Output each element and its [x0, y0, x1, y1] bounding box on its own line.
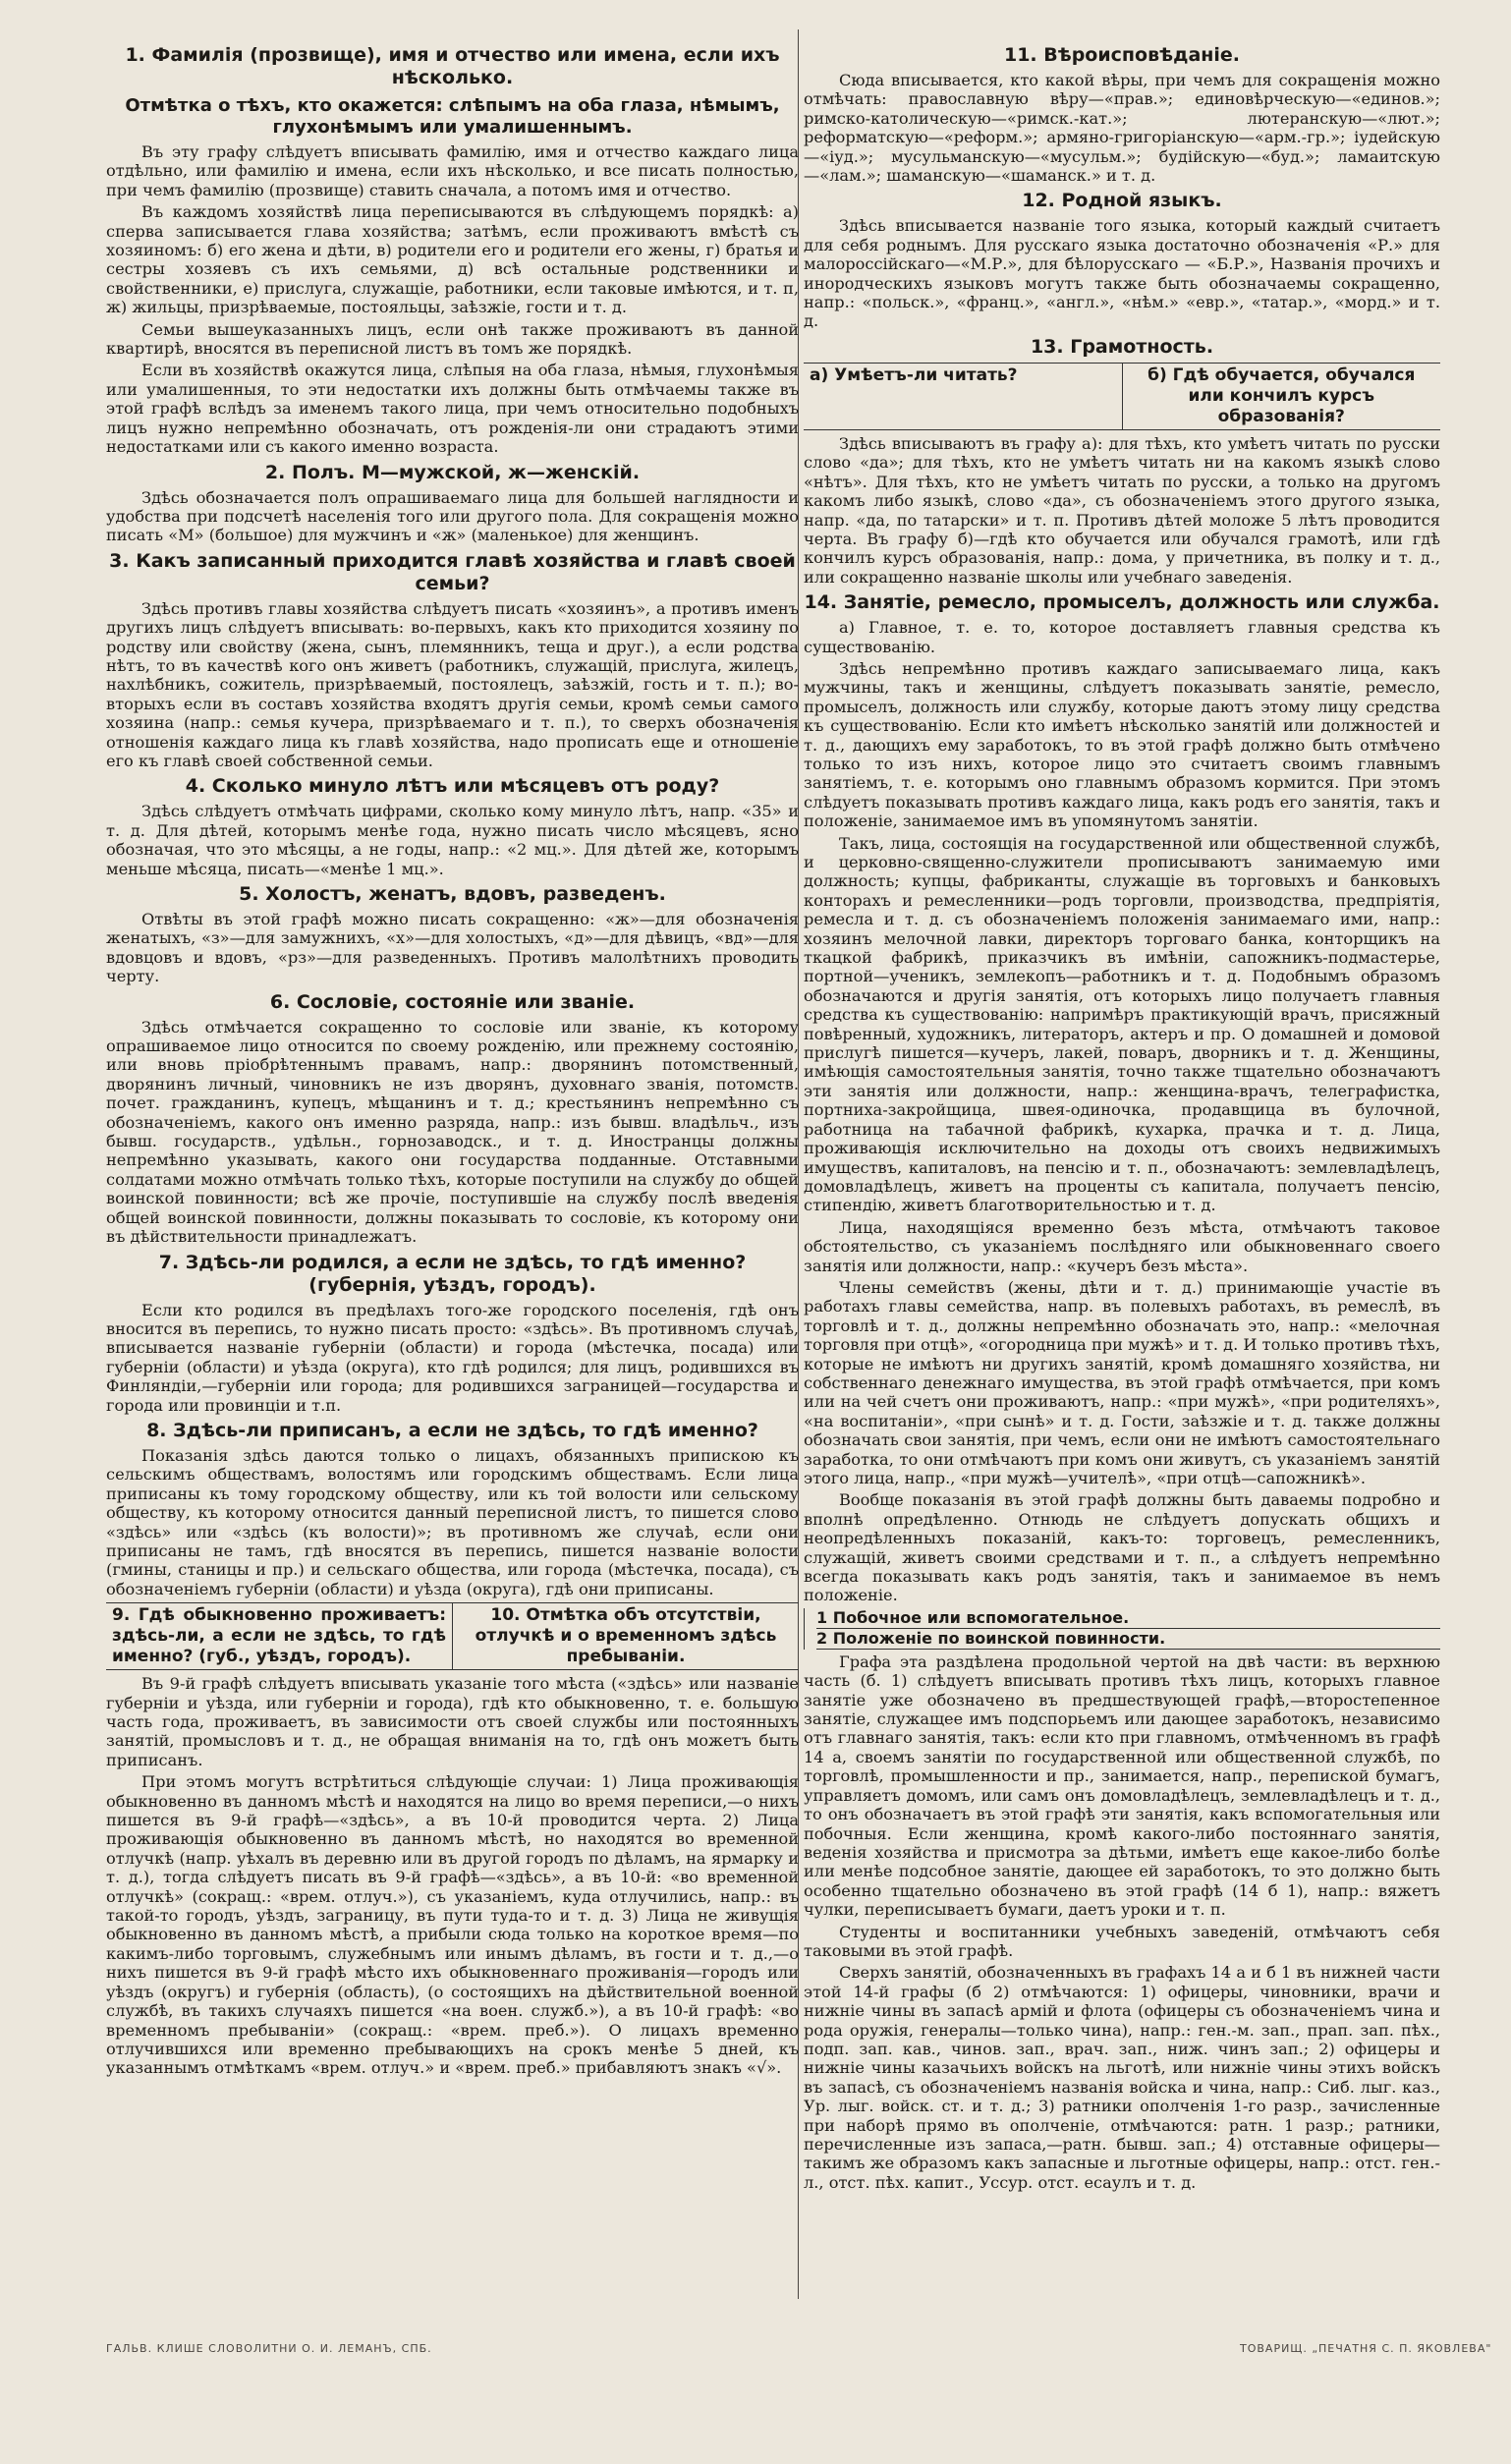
section-14-paragraph: Лица, находящіяся временно безъ мѣста, отмѣчаютъ таковое обстоятельство, съ указаніемъ послѣдняго или обыкновеннаго своего занятія или должности, напр.: «кучеръ безъ мѣста». [804, 1217, 1440, 1275]
section-1-paragraph: Въ эту графу слѣдуетъ вписывать фамилію, имя и отчество каждаго лица отдѣльно, или фамилію и имена, если ихъ нѣсколько, и все писать полностью, при чемъ фамилію (прозвище) ставить сначала, а потомъ имя и отчество. [106, 142, 799, 199]
section-13a-heading: а) Умѣетъ-ли читать? [804, 364, 1123, 429]
section-3-heading: 3. Какъ записанный приходится главѣ хозяйства и главѣ своей семьи? [109, 549, 796, 594]
section-14-paragraph: Члены семействъ (жены, дѣти и т. д.) принимающіе участіе въ работахъ главы семейства, напр. въ полевыхъ работахъ, въ ремеслѣ, въ торговлѣ и т. д., должны непремѣнно обозначать это, напр.: «мелочная торговля при отцѣ», «огородница при мужѣ» и т. д. И только противъ тѣхъ, которые не имѣютъ ни другихъ занятій, кромѣ домашняго хозяйства, ни собственнаго денежнаго имущества, въ этой графѣ отмѣчается, при комъ или на чей счетъ они проживаютъ, напр.: «при мужѣ», «при родителяхъ», «на воспитаніи», «при сынѣ» и т. д. Гости, заѣзжіе и т. д. также должны обозначать свои занятія, при чемъ, если они не имѣютъ самостоятельнаго заработка, то они отмѣчаютъ при комъ они живутъ, съ указаніемъ занятій этого лица, напр., «при мужѣ—учителѣ», «при отцѣ—сапожникѣ». [804, 1277, 1440, 1487]
section-13-heading: 13. Грамотность. [1030, 335, 1214, 358]
right-column [804, 39, 1440, 2195]
section-8-heading: 8. Здѣсь-ли приписанъ, а если не здѣсь, то гдѣ именно? [146, 1419, 758, 1441]
section-9-paragraph: Въ 9-й графѣ слѣдуетъ вписывать указаніе того мѣста («здѣсь» или названіе губерніи и уѣзда, или губерніи и города), гдѣ кто обыкновенно, т. е. большую часть года, проживаетъ, въ зависимости отъ своей службы или постоянныхъ занятій, промысловъ и т. д., не обращая вниманія на то, гдѣ онъ можетъ быть приписанъ. [106, 1674, 799, 1769]
section-14b2-heading: 2 Положеніе по воинской повинности. [816, 1629, 1440, 1650]
section-12-heading: 12. Родной языкъ. [1022, 190, 1222, 212]
footer-left-imprint: ГАЛЬВ. КЛИШЕ СЛОВОЛИТНИ О. И. ЛЕМАНЪ, СПБ. [106, 2342, 432, 2355]
section-5-paragraph: Отвѣты въ этой графѣ можно писать сокращенно: «ж»—для обозначенія женатыхъ, «з»—для замужнихъ, «х»—для холостыхъ, «д»—для дѣвицъ, «вд»—для вдовцовъ и вдовъ, «рз»—для разведенныхъ. Противъ малолѣтнихъ проводить черту. [106, 910, 799, 986]
section-6-heading: 6. Сословіе, состояніе или званіе. [269, 990, 636, 1013]
section-4-heading: 4. Сколько минуло лѣтъ или мѣсяцевъ отъ роду? [185, 775, 720, 798]
section-14-paragraph: Такъ, лица, состоящія на государственной или общественной службѣ, и церковно-священно-служители прописываютъ занимаемую ими должность; купцы, фабриканты, служащіе въ торговыхъ и банковыхъ конторахъ и ремесленники—родъ торговли, производства, предпріятія, ремесла и т. д. съ обозначеніемъ положенія занимаемаго ими, напр.: хозяинъ мелочной лавки, директоръ торговаго банка, конторщикъ на ткацкой фабрикѣ, приказчикъ въ имѣніи, сапожникъ-подмастерье, портной—ученикъ, землекопъ—работникъ и т. д. Подобнымъ образомъ обозначаются и другія занятія, отъ которыхъ лицо получаетъ главныя средства къ существованію: напримѣръ практикующій врачъ, присяжный повѣренный, художникъ, литераторъ, актеръ и пр. О домашней и домовой прислугѣ пишется—кучеръ, лакей, поваръ, дворникъ и т. д. Женщины, имѣющія самостоятельныя занятія, точно также тщательно обозначаютъ эти занятія или должности, напр.: женщина-врачъ, телеграфистка, портниха-закройщица, швея-одиночка, продавщица въ булочной, работница на табачной фабрикѣ, кухарка, прачка и т. д. Лица, проживающія исключительно на доходы отъ своихъ недвижимыхъ имуществъ, капиталовъ, на пенсію и т. п., обозначаютъ: землевладѣлецъ, домовладѣлецъ, живетъ на проценты съ капитала, получаетъ пенсію, стипендію, живетъ благотворительностью и т. д. [804, 833, 1440, 1215]
section-9-heading: 9. Гдѣ обыкновенно проживаетъ: здѣсь-ли, а если не здѣсь, то гдѣ именно? (губ., уѣздъ, городъ). [106, 1603, 453, 1669]
section-13-header [804, 363, 1440, 430]
section-8-paragraph: Показанія здѣсь даются только о лицахъ, обязанныхъ припискою къ сельскимъ обществамъ, волостямъ или городскимъ обществамъ. Если лица приписаны къ тому городскому обществу, или къ той волости или сельскому обществу, къ которому относится данный переписной листъ, то пишется слово «здѣсь» или «здѣсь (къ волости)»; въ противномъ же случаѣ, если они приписаны не тамъ, гдѣ вносятся въ перепись, пишется названіе волости (гмины, станицы и пр.) и сельскаго общества, или города (мѣстечка, посада), съ обозначеніемъ губерніи (области) и уѣзда (округа), гдѣ они приписаны. [106, 1445, 799, 1598]
section-14-heading: 14. Занятіе, ремесло, промыселъ, должность или служба. [804, 591, 1440, 614]
section-9-paragraph: При этомъ могутъ встрѣтиться слѣдующіе случаи: 1) Лица проживающія обыкновенно въ данномъ мѣстѣ и находятся на лицо во время переписи,—о нихъ пишется въ 9-й графѣ—«здѣсь», а въ 10-й проводится черта. 2) Лица проживающія обыкновенно въ данномъ мѣстѣ, но находятся во временной отлучкѣ (напр. уѣхалъ въ деревню или въ другой городъ по дѣламъ, на ярмарку и т. д.), тогда слѣдуетъ писать въ 9-й графѣ—«здѣсь», а въ 10-й: «во временной отлучкѣ» (сокращ.: «врем. отлуч.»), съ указаніемъ, куда отлучились, напр.: въ такой-то городъ, уѣздъ, заграницу, въ пути туда-то и т. д. 3) Лица не живущія обыкновенно въ данномъ мѣстѣ, а прибыли сюда только на короткое время—по какимъ-либо торговымъ, служебнымъ или инымъ дѣламъ, въ гости и т. д.,—о нихъ пишется въ 9-й графѣ мѣсто ихъ обыкновеннаго проживанія—городъ или уѣздъ (округъ) и губернія (область), (о состоящихъ на дѣйствительной военной службѣ, въ такихъ случаяхъ пишется «на воен. служб.»), а въ 10-й графѣ: «во временномъ пребываніи» (сокращ.: «врем. преб.»). О лицахъ временно отлучившихся или временно пребывающихъ на срокъ менѣе 5 дней, къ указаннымъ отмѣткамъ «врем. отлуч.» и «врем. преб.» прибавляютъ знакъ «√». [106, 1772, 799, 2078]
section-14-paragraph: а) Главное, т. е. то, которое доставляетъ главныя средства къ существованію. [804, 618, 1440, 656]
section-14b-paragraph: Студенты и воспитанники учебныхъ заведеній, отмѣчаютъ себя таковыми въ этой графѣ. [804, 1922, 1440, 1960]
section-14b-paragraph: Графа эта раздѣлена продольной чертой на двѣ части: въ верхнюю часть (б. 1) слѣдуетъ вписывать противъ тѣхъ лицъ, которыхъ главное занятіе уже обозначено въ предшествующей графѣ,—второстепенное занятіе, служащее имъ подспорьемъ или дающее заработокъ, независимо отъ главнаго занятія, такъ: если кто при главномъ, отмѣченномъ въ графѣ 14 а, своемъ занятіи по государственной или общественной службѣ, по торговлѣ, промышленности и пр., занимается, напр., перепиской бумагъ, управляетъ домомъ, или самъ онъ домовладѣлецъ, землевладѣлецъ и т. д., то онъ обозначаетъ въ этой графѣ эти занятія, какъ вспомогательныя или побочныя. Если женщина, кромѣ какого-либо постояннаго занятія, веденія хозяйства и присмотра за дѣтьми, имѣетъ еще какое-либо болѣе или менѣе подсобное занятіе, дающее ей заработокъ, то это должно быть особенно тщательно обозначено въ этой графѣ (14 б 1), напр.: вяжетъ чулки, переписываетъ бумаги, даетъ уроки и т. п. [804, 1652, 1440, 1920]
section-7-heading: 7. Здѣсь-ли родился, а если не здѣсь, то гдѣ именно? (губернія, уѣздъ, городъ). [158, 1251, 747, 1296]
section-11-paragraph: Сюда вписывается, кто какой вѣры, при чемъ для сокращенія можно отмѣчать: православную вѣру—«прав.»; единовѣрческую—«единов.»; римско-католическую—«римск.-кат.»; лютеранскую—«лют.»; реформатскую—«реформ.»; армяно-григоріанскую—«арм.-гр.»; іудейскую—«іуд.»; мусульманскую—«мусульм.»; будійскую—«буд.»; ламаитскую—«лам.»; шаманскую—«шаманск.» и т. д. [804, 71, 1440, 186]
section-14b1-heading: 1 Побочное или вспомогательное. [816, 1608, 1440, 1629]
section-7-paragraph: Если кто родился въ предѣлахъ того-же городского поселенія, гдѣ онъ вносится въ перепись, то нужно писать просто: «здѣсь». Въ противномъ случаѣ, вписывается названіе губерніи (области) и города (мѣстечка, посада) или губерніи (области) и уѣзда (округа), кто гдѣ родился; для лицъ, родившихся въ Финляндіи,—губерніи или города; для родившихся заграницей—государства и города или провинціи и т.п. [106, 1300, 799, 1415]
footer-right-imprint: ТОВАРИЩ. „ПЕЧАТНЯ С. П. ЯКОВЛЕВА" [1240, 2342, 1492, 2355]
section-9-10-header [106, 1602, 799, 1670]
section-14-paragraph: Вообще показанія въ этой графѣ должны быть даваемы подробно и вполнѣ опредѣленно. Отнюдь не слѣдуетъ допускать общихъ и неопредѣленныхъ показаній, какъ-то: торговецъ, ремесленникъ, служащій, живетъ своими средствами и т. п., а слѣдуетъ непремѣнно всегда показывать какъ родъ занятія, такъ и занимаемое въ немъ положеніе. [804, 1490, 1440, 1605]
section-1-paragraph: Если въ хозяйствѣ окажутся лица, слѣпыя на оба глаза, нѣмыя, глухонѣмыя или умалишенныя, то эти недостатки ихъ должны быть отмѣчаемы также въ этой графѣ вслѣдъ за именемъ такого лица, при чемъ относительно подобныхъ лицъ нужно непремѣнно обозначать, отъ рожденія-ли они страдаютъ этими недостатками или съ какого именно возраста. [106, 361, 799, 457]
section-5-heading: 5. Холостъ, женатъ, вдовъ, разведенъ. [239, 883, 666, 905]
section-11-heading: 11. Вѣроисповѣданіе. [1003, 44, 1241, 66]
section-4-paragraph: Здѣсь слѣдуетъ отмѣчать цифрами, сколько кому минуло лѣтъ, напр. «35» и т. д. Для дѣтей, которымъ менѣе года, нужно писать число мѣсяцевъ, ясно обозначая, что это мѣсяцы, а не годы, напр.: «2 мц.». Для дѣтей же, которымъ меньше мѣсяца, писать—«менѣе 1 мц.». [106, 802, 799, 878]
section-14-paragraph: Здѣсь непремѣнно противъ каждаго записываемаго лица, какъ мужчины, такъ и женщины, слѣдуетъ показывать занятіе, ремесло, промыселъ, должность или службу, которые даютъ этому лицу средства къ существованію. Если кто имѣетъ нѣсколько занятій или должностей и т. д., дающихъ ему заработокъ, то въ этой графѣ должно быть отмѣчено только то изъ нихъ, которое лицо это считаетъ своимъ главнымъ занятіемъ, т. е. которымъ оно главнымъ образомъ кормится. При этомъ слѣдуетъ показывать противъ каждаго лица, какъ родъ его занятія, такъ и положеніе, занимаемое имъ въ упомянутомъ занятіи. [804, 658, 1440, 831]
section-13b-heading: б) Гдѣ обучается, обучался или кончилъ курсъ образованія? [1147, 364, 1416, 426]
section-6-paragraph: Здѣсь отмѣчается сокращенно то сословіе или званіе, къ которому опрашиваемое лицо относится по своему рожденію, или прежнему состоянію, или вновь пріобрѣтеннымъ правамъ, напр.: дворянинъ потомственный, дворянинъ личный, чиновникъ не изъ дворянъ, духовнаго званія, потомств. почет. гражданинъ, купецъ, мѣщанинъ и т. д.; крестьянинъ непремѣнно съ обозначеніемъ, какого онъ именно разряда, напр.: изъ бывш. владѣльч., изъ бывш. государств., удѣльн., горнозаводск., и т. д. Иностранцы должны непремѣнно указывать, какого они государства подданные. Отставными солдатами можно отмѣчать только тѣхъ, которые поступили на службу до общей воинской повинности; всѣ же прочіе, поступившіе на службу послѣ введенія общей воинской повинности, должны показывать то сословіе, къ которому они въ дѣйствительности принадлежатъ. [106, 1017, 799, 1247]
left-column [106, 39, 799, 2081]
section-1-paragraph: Семьи вышеуказанныхъ лицъ, если онѣ также проживаютъ въ данной квартирѣ, вносятся въ переписной листъ въ томъ же порядкѣ. [106, 319, 799, 359]
section-3-paragraph: Здѣсь противъ главы хозяйства слѣдуетъ писать «хозяинъ», а противъ именъ другихъ лицъ слѣдуетъ вписывать: во-первыхъ, какъ кто приходится хозяину по родству или свойству (жена, сынъ, племянникъ, теща и друг.), а если родства нѣтъ, то въ качествѣ кого онъ живетъ (работникъ, служащій, прислуга, жилецъ, нахлѣбникъ, сожитель, призрѣваемый, постоялецъ, заѣзжій, гость и т. п.); во-вторыхъ если въ составъ хозяйства входятъ другія семьи, кромѣ семьи самого хозяина (напр.: семья кучера, призрѣваемаго и т. п.), то сверхъ обозначенія отношенія каждаго лица къ главѣ хозяйства, надо прописать еще и отношеніе его къ главѣ своей собственной семьи. [106, 598, 799, 770]
section-1-subheading: Отмѣтка о тѣхъ, кто окажется: слѣпымъ на оба глаза, нѣмымъ, глухонѣмымъ или умалишеннымъ. [125, 95, 780, 138]
section-14b-header [804, 1608, 1440, 1650]
section-13-paragraph: Здѣсь вписываютъ въ графу а): для тѣхъ, кто умѣетъ читать по русски слово «да»; для тѣхъ, кто не умѣетъ читать ни на какомъ языкѣ слово «нѣтъ». Для тѣхъ, кто не умѣетъ читать по русски, а только на другомъ какомъ либо языкѣ, слово «да», съ обозначеніемъ этого другого языка, напр. «да, по татарски» и т. п. Противъ дѣтей моложе 5 лѣтъ проводится черта. Въ графу б)—гдѣ кто обучается или обучался грамотѣ, или гдѣ кончилъ курсъ образованія, напр.: дома, у причетника, въ полку и т. д., или сокращенно названіе школы или учебнаго заведенія. [804, 433, 1440, 587]
section-1-heading: 1. Фамилія (прозвище), имя и отчество или имена, если ихъ нѣсколько. [125, 44, 780, 88]
section-12-paragraph: Здѣсь вписывается названіе того языка, который каждый считаетъ для себя роднымъ. Для русскаго языка достаточно обозначенія «Р.» для малороссійскаго—«М.Р.», для бѣлорусскаго — «Б.Р.», Названія прочихъ и инородческихъ языковъ могутъ также быть обозначаемы сокращенно, напр.: «польск.», «франц.», «англ.», «нѣм.» «евр.», «татар.», «морд.» и т. д. [804, 216, 1440, 331]
section-2-paragraph: Здѣсь обозначается полъ опрашиваемаго лица для большей наглядности и удобства при подсчетѣ населенія того или другого пола. Для сокращенія можно писать «М» (большое) для мужчинъ и «ж» (маленькое) для женщинъ. [106, 487, 799, 545]
section-14b-paragraph: Сверхъ занятій, обозначенныхъ въ графахъ 14 а и б 1 въ нижней части этой 14-й графы (б 2) отмѣчаются: 1) офицеры, чиновники, врачи и нижніе чины въ запасѣ армій и флота (офицеры съ обозначеніемъ чина и рода оружія, генералы—только чина), напр.: ген.-м. зап., прап. зап. пѣх., подп. зап. кав., чинов. зап., врач. зап., ниж. чинъ зап.; 2) офицеры и нижніе чины казачьихъ войскъ на льготѣ, или нижніе чины этихъ войскъ въ запасѣ, съ обозначеніемъ названія войска и чина, напр.: Сиб. лыг. каз., Ур. лыг. войск. ст. и т. д.; 3) ратники ополченія 1-го разр., зачисленные при наборѣ прямо въ ополченіе, отмѣчаются: ратн. 1 разр.; ратники, перечисленные изъ запаса,—ратн. бывш. зап.; 4) отставные офицеры—такимъ же образомъ какъ запасные и льготные офицеры, напр.: отст. ген.-л., отст. пѣх. капит., Уссур. отст. есаулъ и т. д. [804, 1963, 1440, 2192]
section-2-heading: 2. Полъ. М—мужской, ж—женскій. [264, 461, 641, 483]
section-1-paragraph: Въ каждомъ хозяйствѣ лица переписываются въ слѣдующемъ порядкѣ: а) сперва записывается глава хозяйства; затѣмъ, если проживаютъ вмѣстѣ съ хозяиномъ: б) его жена и дѣти, в) родители его и родители его жены, г) братья и сестры хозяевъ съ ихъ семьями, д) всѣ остальные родственники и свойственники, е) прислуга, служащіе, работники, если таковые имѣются, и т. п, ж) жильцы, призрѣваемые, постояльцы, заѣзжіе, гости и т. д. [106, 202, 799, 317]
section-10-heading: 10. Отмѣтка объ отсутствіи, отлучкѣ и о временномъ здѣсь пребываніи. [475, 1605, 777, 1667]
